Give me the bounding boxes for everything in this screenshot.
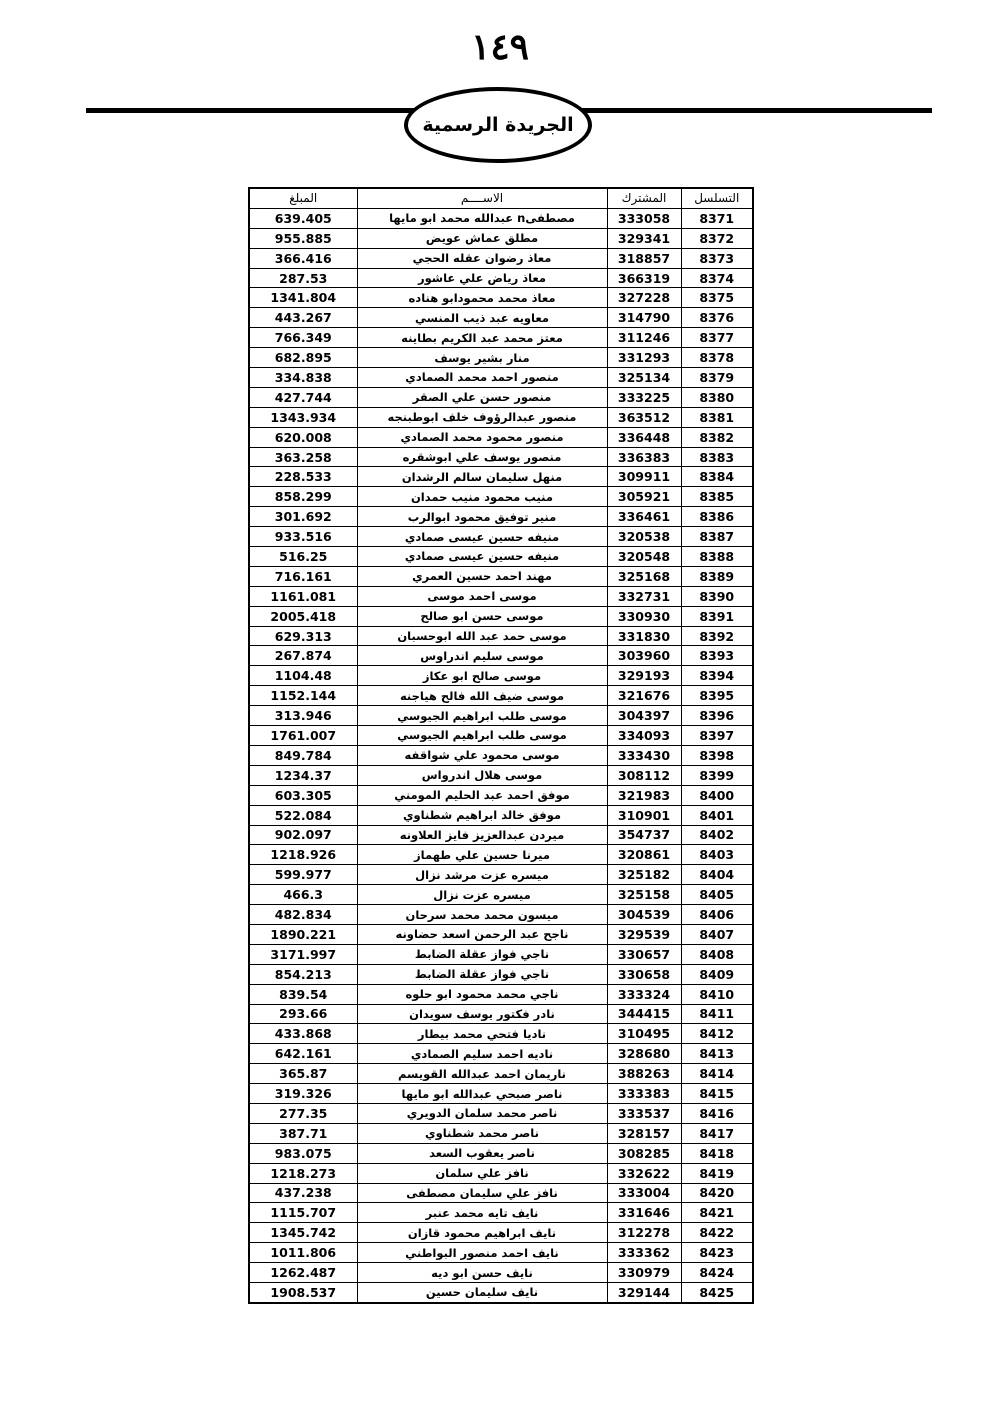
subscriber-cell: 310901 [607, 805, 681, 825]
table-row [249, 1084, 753, 1104]
name-cell: منيب محمود منيب حمدان [357, 487, 607, 507]
table-row [249, 865, 753, 885]
name-cell: معاذ رضوان عقله الحجي [357, 248, 607, 268]
name-cell: نايف حسن ابو ديه [357, 1263, 607, 1283]
amount-cell: 1908.537 [249, 1282, 357, 1302]
subscriber-cell: 304397 [607, 706, 681, 726]
name-cell: منصور حسن علي الصقر [357, 387, 607, 407]
table-row [249, 228, 753, 248]
name-cell: موسى احمد موسى [357, 586, 607, 606]
table-body [249, 208, 753, 1302]
name-cell: ميردن عبدالعزيز فايز العلاونه [357, 825, 607, 845]
table-row [249, 726, 753, 746]
name-cell: معتز محمد عبد الكريم بطاينه [357, 328, 607, 348]
name-cell: منصور محمود محمد الصمادي [357, 427, 607, 447]
table-row [249, 785, 753, 805]
serial-cell: 8412 [681, 1024, 753, 1044]
subscriber-cell: 303960 [607, 646, 681, 666]
amount-cell: 854.213 [249, 964, 357, 984]
amount-cell: 766.349 [249, 328, 357, 348]
subscriber-cell: 325182 [607, 865, 681, 885]
serial-cell: 8418 [681, 1143, 753, 1163]
amount-cell: 849.784 [249, 745, 357, 765]
name-cell: موسى سليم اندراوس [357, 646, 607, 666]
serial-cell: 8385 [681, 487, 753, 507]
name-cell: ناجي محمد محمود ابو حلوه [357, 984, 607, 1004]
column-header-subscriber: المشترك [607, 188, 681, 208]
subscriber-cell: 327228 [607, 288, 681, 308]
name-cell: معاذ رياض علي عاشور [357, 268, 607, 288]
subscriber-cell: 333383 [607, 1084, 681, 1104]
subscriber-cell: 333004 [607, 1183, 681, 1203]
amount-cell: 1343.934 [249, 407, 357, 427]
table-row [249, 407, 753, 427]
name-cell: موسى حمد عبد الله ابوحسبان [357, 626, 607, 646]
serial-cell: 8398 [681, 745, 753, 765]
serial-cell: 8388 [681, 547, 753, 567]
serial-cell: 8376 [681, 308, 753, 328]
subscriber-cell: 328680 [607, 1044, 681, 1064]
name-cell: نايف تايه محمد عنبر [357, 1203, 607, 1223]
amount-cell: 287.53 [249, 268, 357, 288]
name-cell: منيفه حسين عيسى صمادي [357, 527, 607, 547]
table-row [249, 905, 753, 925]
name-cell: ناريمان احمد عبدالله القويسم [357, 1064, 607, 1084]
name-cell: نادر فكتور يوسف سويدان [357, 1004, 607, 1024]
name-cell: منير توفيق محمود ابوالرب [357, 507, 607, 527]
amount-cell: 858.299 [249, 487, 357, 507]
amount-cell: 955.885 [249, 228, 357, 248]
table-row [249, 1282, 753, 1302]
table-row [249, 1203, 753, 1223]
amount-cell: 277.35 [249, 1103, 357, 1123]
subscriber-cell: 314790 [607, 308, 681, 328]
table-row [249, 805, 753, 825]
subscriber-cell: 336448 [607, 427, 681, 447]
amount-cell: 629.313 [249, 626, 357, 646]
subscriber-cell: 330658 [607, 964, 681, 984]
serial-cell: 8402 [681, 825, 753, 845]
amount-cell: 1161.081 [249, 586, 357, 606]
amount-cell: 319.326 [249, 1084, 357, 1104]
header-ellipse [404, 87, 592, 163]
serial-cell: 8419 [681, 1163, 753, 1183]
serial-cell: 8413 [681, 1044, 753, 1064]
amount-cell: 3171.997 [249, 944, 357, 964]
table-row [249, 507, 753, 527]
name-cell: مهند احمد حسين العمري [357, 566, 607, 586]
table-row [249, 427, 753, 447]
amount-cell: 482.834 [249, 905, 357, 925]
amount-cell: 1115.707 [249, 1203, 357, 1223]
name-cell: معاويه عبد ذيب المنسي [357, 308, 607, 328]
serial-cell: 8371 [681, 208, 753, 228]
name-cell: ناصر محمد سلمان الدويري [357, 1103, 607, 1123]
amount-cell: 437.238 [249, 1183, 357, 1203]
serial-cell: 8403 [681, 845, 753, 865]
amount-cell: 983.075 [249, 1143, 357, 1163]
name-cell: ميسره عزت مرشد نزال [357, 865, 607, 885]
amount-cell: 363.258 [249, 447, 357, 467]
amount-cell: 301.692 [249, 507, 357, 527]
subscriber-cell: 331293 [607, 348, 681, 368]
amount-cell: 366.416 [249, 248, 357, 268]
name-cell: ناجي فواز عقلة الضابط [357, 944, 607, 964]
subscriber-cell: 312278 [607, 1223, 681, 1243]
column-header-amount: المبلغ [249, 188, 357, 208]
subscriber-cell: 320538 [607, 527, 681, 547]
serial-cell: 8381 [681, 407, 753, 427]
table-row [249, 1044, 753, 1064]
data-table [248, 187, 754, 1304]
table-row [249, 368, 753, 388]
table-row [249, 646, 753, 666]
serial-cell: 8408 [681, 944, 753, 964]
table-row [249, 924, 753, 944]
name-cell: ميسون محمد محمد سرحان [357, 905, 607, 925]
serial-cell: 8401 [681, 805, 753, 825]
amount-cell: 1262.487 [249, 1263, 357, 1283]
serial-cell: 8406 [681, 905, 753, 925]
name-cell: موسى حسن ابو صالح [357, 606, 607, 626]
table-row [249, 1123, 753, 1143]
name-cell: موسى ضيف الله فالح هياجنه [357, 686, 607, 706]
name-cell: نافز علي سليمان مصطفى [357, 1183, 607, 1203]
table-row [249, 268, 753, 288]
name-cell: موسى صالح ابو عكاز [357, 666, 607, 686]
subscriber-cell: 331646 [607, 1203, 681, 1223]
serial-cell: 8384 [681, 467, 753, 487]
subscriber-cell: 328157 [607, 1123, 681, 1143]
amount-cell: 599.977 [249, 865, 357, 885]
subscriber-cell: 363512 [607, 407, 681, 427]
name-cell: ميسره عزت نزال [357, 885, 607, 905]
amount-cell: 1345.742 [249, 1223, 357, 1243]
subscriber-cell: 333537 [607, 1103, 681, 1123]
header-title: الجريدة الرسمية [422, 114, 574, 136]
table-row [249, 308, 753, 328]
serial-cell: 8410 [681, 984, 753, 1004]
serial-cell: 8379 [681, 368, 753, 388]
subscriber-cell: 325168 [607, 566, 681, 586]
serial-cell: 8383 [681, 447, 753, 467]
table-row [249, 845, 753, 865]
amount-cell: 1218.273 [249, 1163, 357, 1183]
table-row [249, 1243, 753, 1263]
name-cell: معاذ محمد محمودابو هناده [357, 288, 607, 308]
amount-cell: 466.3 [249, 885, 357, 905]
subscriber-cell: 329144 [607, 1282, 681, 1302]
amount-cell: 839.54 [249, 984, 357, 1004]
table-row [249, 328, 753, 348]
subscriber-cell: 308112 [607, 765, 681, 785]
serial-cell: 8399 [681, 765, 753, 785]
name-cell: منصور عبدالرؤوف خلف ابوطبنجه [357, 407, 607, 427]
serial-cell: 8377 [681, 328, 753, 348]
subscriber-cell: 304539 [607, 905, 681, 925]
amount-cell: 228.533 [249, 467, 357, 487]
serial-cell: 8424 [681, 1263, 753, 1283]
name-cell: ناصر صبحي عبدالله ابو مايها [357, 1084, 607, 1104]
subscriber-cell: 388263 [607, 1064, 681, 1084]
serial-cell: 8405 [681, 885, 753, 905]
subscriber-cell: 336383 [607, 447, 681, 467]
table-row [249, 964, 753, 984]
column-header-serial: التسلسل [681, 188, 753, 208]
amount-cell: 443.267 [249, 308, 357, 328]
amount-cell: 603.305 [249, 785, 357, 805]
amount-cell: 267.874 [249, 646, 357, 666]
serial-cell: 8374 [681, 268, 753, 288]
subscriber-cell: 336461 [607, 507, 681, 527]
name-cell: موفق احمد عبد الحليم المومني [357, 785, 607, 805]
subscriber-cell: 354737 [607, 825, 681, 845]
subscriber-cell: 310495 [607, 1024, 681, 1044]
table-row [249, 1024, 753, 1044]
table-row [249, 686, 753, 706]
serial-cell: 8387 [681, 527, 753, 547]
table-row [249, 626, 753, 646]
subscriber-cell: 311246 [607, 328, 681, 348]
serial-cell: 8421 [681, 1203, 753, 1223]
name-cell: ناجي فواز عقلة الضابط [357, 964, 607, 984]
table-row [249, 745, 753, 765]
serial-cell: 8389 [681, 566, 753, 586]
serial-cell: 8382 [681, 427, 753, 447]
table-row [249, 447, 753, 467]
table-row [249, 765, 753, 785]
subscriber-cell: 321983 [607, 785, 681, 805]
name-cell: موسى محمود علي شواقفه [357, 745, 607, 765]
serial-cell: 8416 [681, 1103, 753, 1123]
amount-cell: 642.161 [249, 1044, 357, 1064]
amount-cell: 1761.007 [249, 726, 357, 746]
name-cell: مصطفىn عبدالله محمد ابو مايها [357, 208, 607, 228]
table-row [249, 208, 753, 228]
serial-cell: 8404 [681, 865, 753, 885]
table-row [249, 527, 753, 547]
serial-cell: 8422 [681, 1223, 753, 1243]
name-cell: منصور يوسف علي ابوشقره [357, 447, 607, 467]
serial-cell: 8380 [681, 387, 753, 407]
serial-cell: 8395 [681, 686, 753, 706]
serial-cell: 8400 [681, 785, 753, 805]
table-row [249, 1223, 753, 1243]
table-row [249, 248, 753, 268]
amount-cell: 1890.221 [249, 924, 357, 944]
serial-cell: 8394 [681, 666, 753, 686]
amount-cell: 427.744 [249, 387, 357, 407]
amount-cell: 1152.144 [249, 686, 357, 706]
table-row [249, 1004, 753, 1024]
name-cell: منيفه حسين عيسى صمادي [357, 547, 607, 567]
column-header-name: الاســــم [357, 188, 607, 208]
name-cell: منهل سليمان سالم الرشدان [357, 467, 607, 487]
amount-cell: 2005.418 [249, 606, 357, 626]
name-cell: منصور احمد محمد الصمادي [357, 368, 607, 388]
name-cell: مطلق عماش عويض [357, 228, 607, 248]
name-cell: ناديه احمد سليم الصمادي [357, 1044, 607, 1064]
amount-cell: 433.868 [249, 1024, 357, 1044]
table-row [249, 1064, 753, 1084]
subscriber-cell: 325158 [607, 885, 681, 905]
subscriber-cell: 333362 [607, 1243, 681, 1263]
table-row [249, 825, 753, 845]
table-row [249, 586, 753, 606]
subscriber-cell: 321676 [607, 686, 681, 706]
subscriber-cell: 330979 [607, 1263, 681, 1283]
serial-cell: 8411 [681, 1004, 753, 1024]
table-row [249, 387, 753, 407]
amount-cell: 516.25 [249, 547, 357, 567]
name-cell: ناصر يعقوب السعد [357, 1143, 607, 1163]
amount-cell: 933.516 [249, 527, 357, 547]
subscriber-cell: 329341 [607, 228, 681, 248]
serial-cell: 8420 [681, 1183, 753, 1203]
subscriber-cell: 344415 [607, 1004, 681, 1024]
name-cell: ميرنا حسين علي طهماز [357, 845, 607, 865]
table-row [249, 1163, 753, 1183]
table-row [249, 666, 753, 686]
name-cell: موسى هلال اندرواس [357, 765, 607, 785]
table-row [249, 984, 753, 1004]
subscriber-cell: 325134 [607, 368, 681, 388]
serial-cell: 8391 [681, 606, 753, 626]
table-row [249, 1103, 753, 1123]
serial-cell: 8414 [681, 1064, 753, 1084]
table-row [249, 348, 753, 368]
page-number: ١٤٩ [470, 26, 529, 68]
subscriber-cell: 330930 [607, 606, 681, 626]
subscriber-cell: 331830 [607, 626, 681, 646]
serial-cell: 8425 [681, 1282, 753, 1302]
subscriber-cell: 332731 [607, 586, 681, 606]
name-cell: ناصر محمد شطناوي [357, 1123, 607, 1143]
serial-cell: 8373 [681, 248, 753, 268]
subscriber-cell: 366319 [607, 268, 681, 288]
table-row [249, 1263, 753, 1283]
serial-cell: 8397 [681, 726, 753, 746]
amount-cell: 313.946 [249, 706, 357, 726]
subscriber-cell: 305921 [607, 487, 681, 507]
table-row [249, 885, 753, 905]
subscriber-cell: 320861 [607, 845, 681, 865]
serial-cell: 8375 [681, 288, 753, 308]
amount-cell: 716.161 [249, 566, 357, 586]
subscriber-cell: 333324 [607, 984, 681, 1004]
subscriber-cell: 334093 [607, 726, 681, 746]
subscriber-cell: 309911 [607, 467, 681, 487]
table-row [249, 566, 753, 586]
subscriber-cell: 330657 [607, 944, 681, 964]
name-cell: منار بشير يوسف [357, 348, 607, 368]
name-cell: موسى طلب ابراهيم الجيوسي [357, 726, 607, 746]
serial-cell: 8396 [681, 706, 753, 726]
amount-cell: 1104.48 [249, 666, 357, 686]
table-row [249, 706, 753, 726]
subscriber-cell: 333058 [607, 208, 681, 228]
serial-cell: 8417 [681, 1123, 753, 1143]
serial-cell: 8393 [681, 646, 753, 666]
amount-cell: 522.084 [249, 805, 357, 825]
amount-cell: 1234.37 [249, 765, 357, 785]
subscriber-cell: 332622 [607, 1163, 681, 1183]
table-row [249, 1183, 753, 1203]
serial-cell: 8415 [681, 1084, 753, 1104]
name-cell: ناجح عبد الرحمن اسعد حضاونه [357, 924, 607, 944]
table-row [249, 1143, 753, 1163]
name-cell: نايف سليمان حسين [357, 1282, 607, 1302]
serial-cell: 8423 [681, 1243, 753, 1263]
serial-cell: 8407 [681, 924, 753, 944]
table-row [249, 467, 753, 487]
subscriber-cell: 333430 [607, 745, 681, 765]
serial-cell: 8372 [681, 228, 753, 248]
table-row [249, 606, 753, 626]
amount-cell: 1341.804 [249, 288, 357, 308]
subscriber-cell: 329193 [607, 666, 681, 686]
table-row [249, 288, 753, 308]
amount-cell: 620.008 [249, 427, 357, 447]
subscriber-cell: 329539 [607, 924, 681, 944]
name-cell: ناديا فتحي محمد بيطار [357, 1024, 607, 1044]
subscriber-cell: 308285 [607, 1143, 681, 1163]
serial-cell: 8386 [681, 507, 753, 527]
amount-cell: 639.405 [249, 208, 357, 228]
header-row [249, 188, 753, 208]
name-cell: نافز علي سلمان [357, 1163, 607, 1183]
serial-cell: 8378 [681, 348, 753, 368]
serial-cell: 8409 [681, 964, 753, 984]
name-cell: موفق خالد ابراهيم شطناوي [357, 805, 607, 825]
amount-cell: 334.838 [249, 368, 357, 388]
name-cell: نايف ابراهيم محمود قازان [357, 1223, 607, 1243]
serial-cell: 8392 [681, 626, 753, 646]
amount-cell: 365.87 [249, 1064, 357, 1084]
amount-cell: 682.895 [249, 348, 357, 368]
amount-cell: 902.097 [249, 825, 357, 845]
table-row [249, 944, 753, 964]
amount-cell: 387.71 [249, 1123, 357, 1143]
amount-cell: 1011.806 [249, 1243, 357, 1263]
name-cell: نايف احمد منصور البواطني [357, 1243, 607, 1263]
serial-cell: 8390 [681, 586, 753, 606]
table-row [249, 547, 753, 567]
table-row [249, 487, 753, 507]
amount-cell: 1218.926 [249, 845, 357, 865]
subscriber-cell: 320548 [607, 547, 681, 567]
subscriber-cell: 318857 [607, 248, 681, 268]
amount-cell: 293.66 [249, 1004, 357, 1024]
name-cell: موسى طلب ابراهيم الجيوسي [357, 706, 607, 726]
subscriber-cell: 333225 [607, 387, 681, 407]
